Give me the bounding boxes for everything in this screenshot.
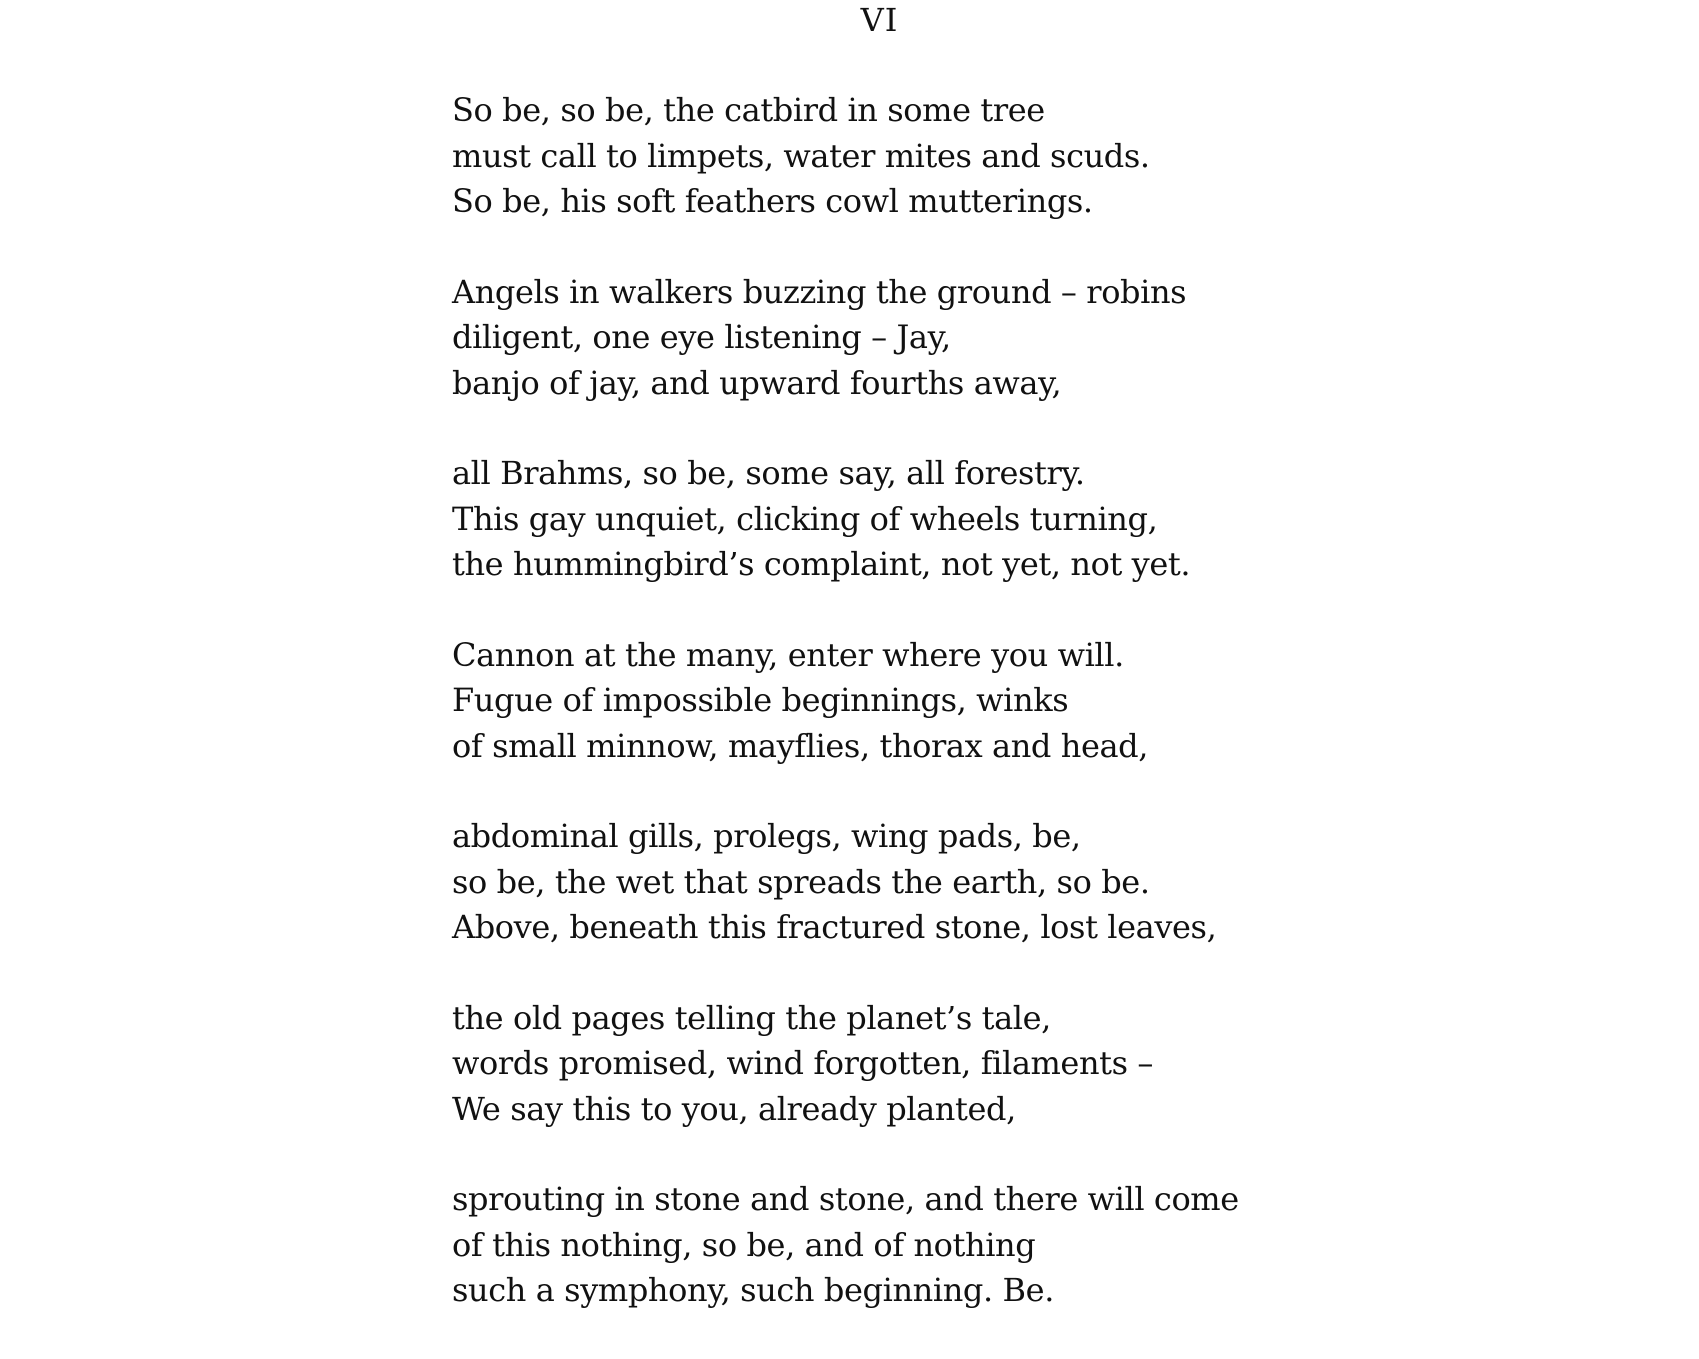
stanza (452, 633, 1602, 770)
poem-line: so be, the wet that spreads the earth, so be. (452, 862, 1150, 901)
section-title: VI (860, 1, 899, 39)
stanza (452, 270, 1602, 407)
poem-line: such a symphony, such beginning. Be. (452, 1271, 1054, 1309)
stanza (452, 451, 1602, 588)
stanza (452, 1177, 1602, 1314)
stanza (452, 814, 1602, 951)
stanza (452, 996, 1602, 1133)
poem-line: banjo of jay, and upward fourths away, (452, 363, 1062, 402)
poem-line: the old pages telling the planet’s tale, (452, 998, 1051, 1037)
poem-body (452, 88, 1602, 1359)
poem-line: Angels in walkers buzzing the ground – robins (452, 272, 1187, 311)
poem-line: diligent, one eye listening – Jay, (452, 318, 951, 356)
poem-line: So be, so be, the catbird in some tree (452, 91, 1045, 129)
poem-line: Above, beneath this fractured stone, lost leaves, (452, 908, 1217, 946)
poem-line: must call to limpets, water mites and scuds. (452, 136, 1150, 175)
poem-line: all Brahms, so be, some say, all forestry. (452, 454, 1085, 492)
poem-line: abdominal gills, prolegs, wing pads, be, (452, 817, 1081, 855)
poem-line: of small minnow, mayflies, thorax and head, (452, 726, 1149, 765)
stanza (452, 88, 1602, 225)
poem-line: So be, his soft feathers cowl mutterings. (452, 182, 1093, 220)
poem-line: the hummingbird’s complaint, not yet, not yet. (452, 545, 1191, 583)
poem-line: This gay unquiet, clicking of wheels turning, (452, 499, 1158, 538)
poem-line: sprouting in stone and stone, and there will come (452, 1180, 1239, 1218)
poem-line: words promised, wind forgotten, filaments – (452, 1044, 1154, 1082)
poem-line: We say this to you, already planted, (452, 1089, 1016, 1128)
poem-line: Fugue of impossible beginnings, winks (452, 681, 1069, 719)
poem-line: Cannon at the many, enter where you will. (452, 635, 1124, 674)
poem-line: of this nothing, so be, and of nothing (452, 1225, 1036, 1264)
